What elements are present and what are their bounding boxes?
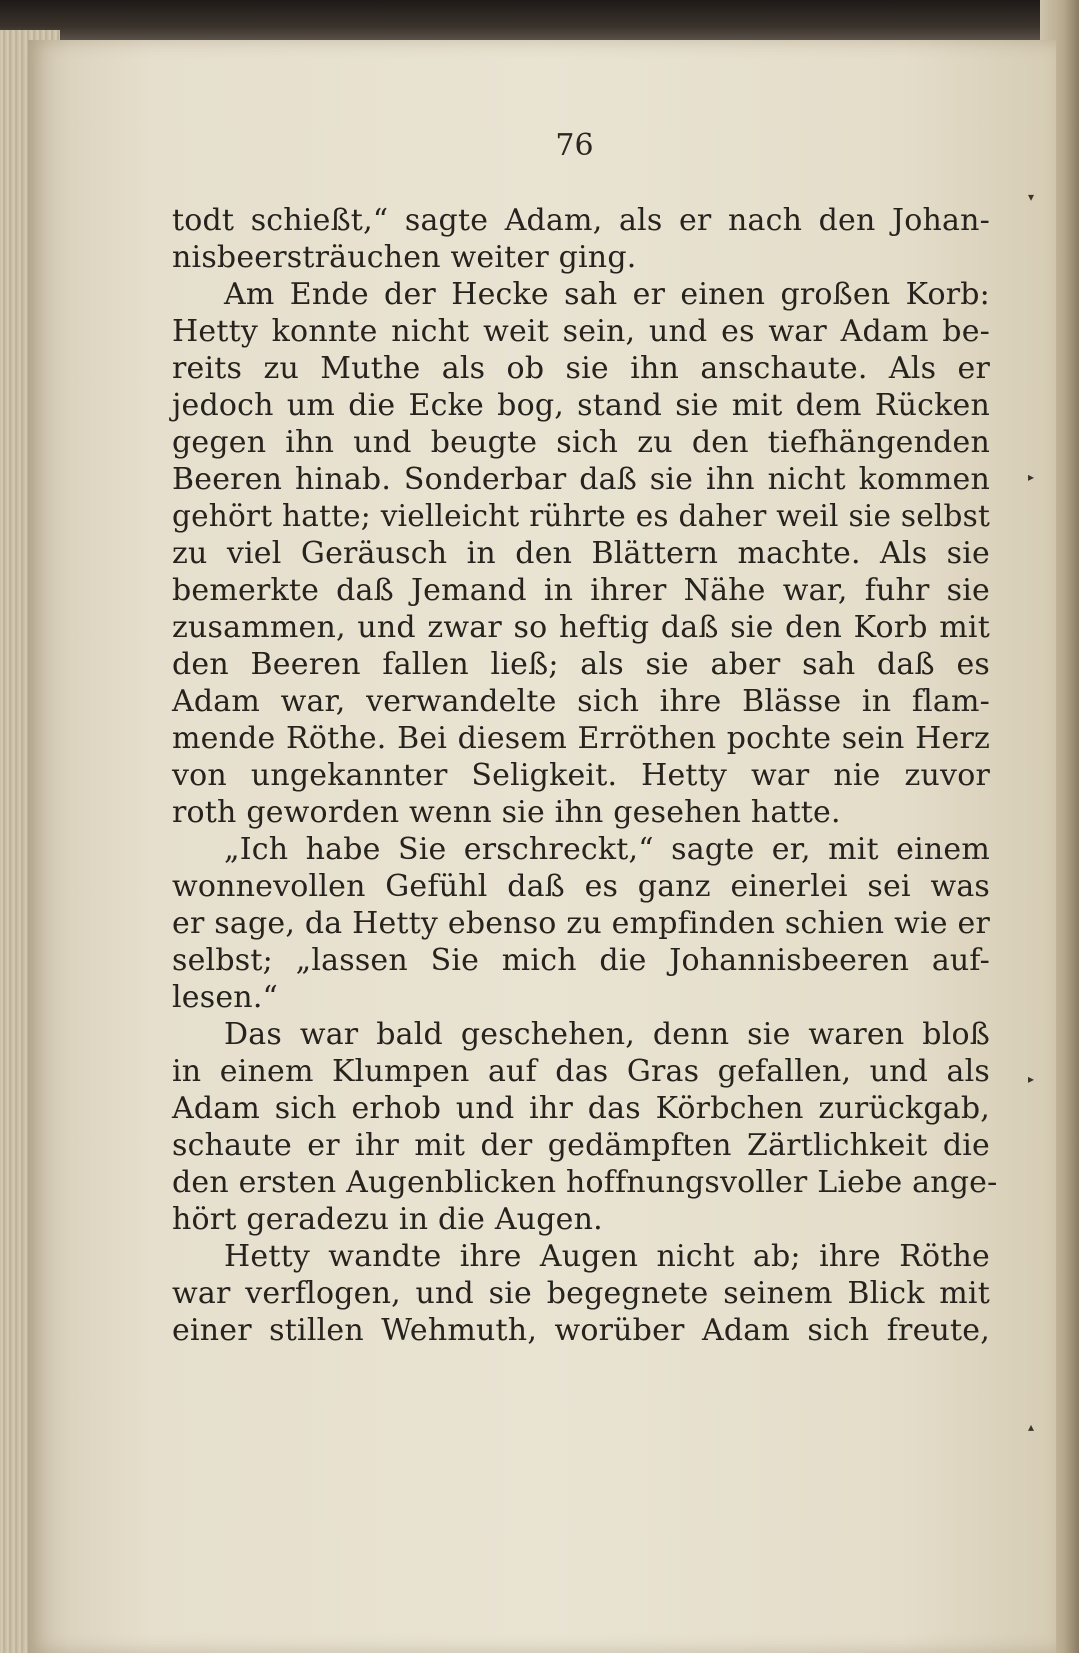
text-line: Hetty konnte nicht weit sein, und es war Adam be- bbox=[172, 314, 990, 349]
margin-mark-icon: ▾ bbox=[1028, 190, 1035, 204]
text-line: Adam sich erhob und ihr das Körbchen zurückgab, bbox=[172, 1091, 990, 1126]
margin-mark-icon: ▴ bbox=[1028, 1420, 1035, 1434]
text-line: schaute er ihr mit der gedämpften Zärtlichkeit die bbox=[172, 1128, 990, 1163]
text-line: den Beeren fallen ließ; als sie aber sah daß es bbox=[172, 647, 990, 682]
text-line: reits zu Muthe als ob sie ihn anschaute. Als er bbox=[172, 351, 990, 386]
text-line: gehört hatte; vielleicht rührte es daher weil sie selbst bbox=[172, 499, 990, 533]
text-line: „Ich habe Sie erschreckt,“ sagte er, mit einem bbox=[224, 832, 990, 867]
text-line: von ungekannter Seligkeit. Hetty war nie zuvor bbox=[172, 758, 990, 793]
text-line: roth geworden wenn sie ihn gesehen hatte. bbox=[172, 795, 841, 830]
body-text bbox=[172, 202, 998, 1349]
text-line: bemerkte daß Jemand in ihrer Nähe war, fuhr sie bbox=[172, 573, 990, 608]
text-line: einer stillen Wehmuth, worüber Adam sich freute, bbox=[172, 1313, 990, 1348]
text-line: zu viel Geräusch in den Blättern machte. Als sie bbox=[172, 536, 990, 571]
text-line: hört geradezu in die Augen. bbox=[172, 1202, 603, 1237]
page-number: 76 bbox=[555, 128, 594, 163]
text-line: todt schießt,“ sagte Adam, als er nach den Johan- bbox=[172, 203, 990, 238]
text-line: den ersten Augenblicken hoffnungsvoller Liebe ange- bbox=[172, 1165, 998, 1200]
text-line: nisbeersträuchen weiter ging. bbox=[172, 240, 637, 275]
text-line: gegen ihn und beugte sich zu den tiefhängenden bbox=[172, 425, 990, 460]
margin-mark-icon: ▸ bbox=[1028, 1072, 1035, 1086]
text-line: Das war bald geschehen, denn sie waren bloß bbox=[224, 1017, 990, 1052]
text-line: selbst; „lassen Sie mich die Johannisbeeren auf- bbox=[172, 943, 990, 978]
text-line: wonnevollen Gefühl daß es ganz einerlei sei was bbox=[172, 869, 990, 904]
text-line: er sage, da Hetty ebenso zu empfinden schien wie er bbox=[172, 906, 990, 941]
text-line: mende Röthe. Bei diesem Erröthen pochte sein Herz bbox=[172, 721, 990, 756]
text-line: in einem Klumpen auf das Gras gefallen, und als bbox=[172, 1054, 990, 1089]
text-line: zusammen, und zwar so heftig daß sie den Korb mit bbox=[172, 610, 990, 645]
text-line: war verflogen, und sie begegnete seinem Blick mit bbox=[172, 1276, 990, 1311]
text-line: Am Ende der Hecke sah er einen großen Korb: bbox=[224, 277, 990, 312]
text-line: Adam war, verwandelte sich ihre Blässe in flam- bbox=[172, 684, 990, 719]
text-line: Hetty wandte ihre Augen nicht ab; ihre Röthe bbox=[224, 1239, 990, 1274]
margin-mark-icon: ▸ bbox=[1028, 470, 1035, 484]
text-line: jedoch um die Ecke bog, stand sie mit dem Rücken bbox=[172, 388, 990, 423]
text-line: lesen.“ bbox=[172, 980, 279, 1015]
text-line: Beeren hinab. Sonderbar daß sie ihn nicht kommen bbox=[172, 462, 990, 497]
